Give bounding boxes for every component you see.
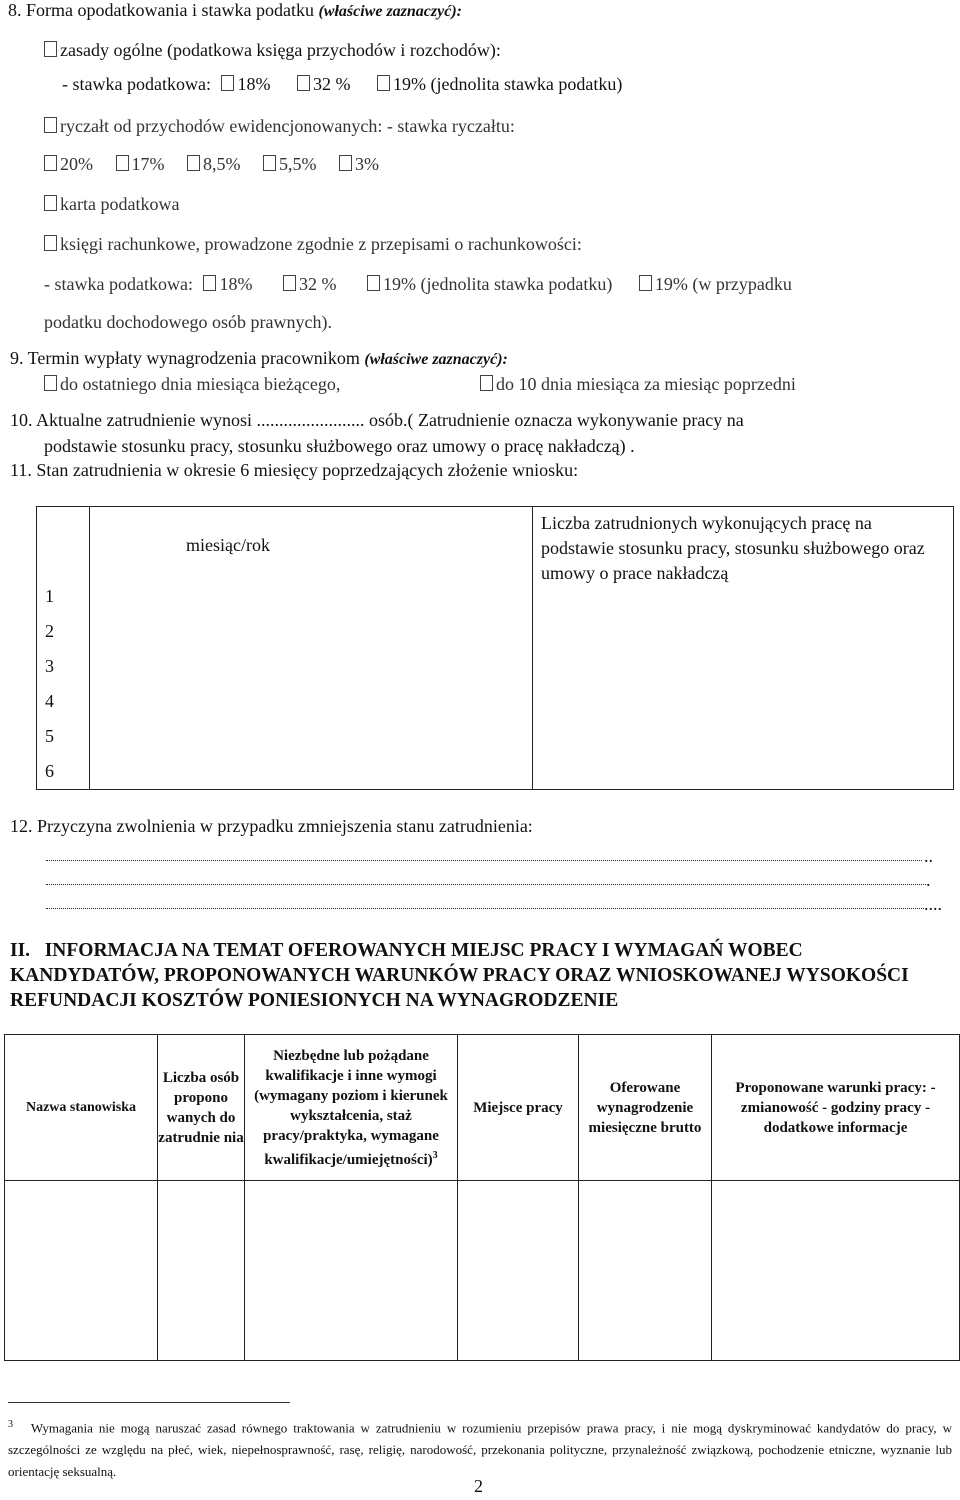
checkbox[interactable] — [480, 375, 493, 391]
checkbox[interactable] — [44, 117, 57, 133]
month-year-cell[interactable]: miesiąc/rok — [90, 507, 533, 790]
col-work-conditions: Proponowane warunki pracy: -zmianowość - godziny pracy - dodatkowe informacje — [712, 1035, 960, 1181]
cell-work-conditions[interactable] — [712, 1181, 960, 1361]
employment-table — [36, 506, 954, 790]
books-option[interactable]: księgi rachunkowe, prowadzone zgodnie z przepisami o rachunkowości: — [44, 234, 582, 255]
reason-line-2[interactable] — [46, 884, 926, 886]
checkbox[interactable] — [377, 75, 390, 91]
checkbox[interactable] — [339, 155, 352, 171]
checkbox[interactable] — [221, 75, 234, 91]
general-rules-option[interactable]: zasady ogólne (podatkowa księga przychodów i rozchodów): — [44, 40, 501, 61]
col-workplace: Miejsce pracy — [458, 1035, 579, 1181]
reason-line-1[interactable] — [46, 860, 922, 862]
reason-line-3[interactable] — [46, 908, 924, 910]
row-numbers: 1 2 3 4 5 6 — [37, 507, 90, 790]
tax-card-option[interactable]: karta podatkowa — [44, 194, 179, 215]
page-number: 2 — [474, 1476, 483, 1496]
col-number-of-people: Liczba osób propono wanych do zatrudnie nia — [158, 1035, 245, 1181]
footnote: $^3$ Wymagania nie mogą naruszać zasad równego traktowania w zatrudnieniu w rozumieniu przepisów prawa pracy, i nie mogą dyskryminować kandydatów do pracy, w szczególności ze względu na płeć, wiek, niepełnosprawność, rasę, religię, narodowość, przekonania polityczne, przynależność związkową, pochodzenie etniczne, wyznanie lub orientację seksualną. — [8, 1419, 952, 1480]
checkbox[interactable] — [203, 275, 216, 291]
employee-count-cell[interactable]: Liczba zatrudnionych wykonujących pracę na podstawie stosunku pracy, stosunku służbowego oraz umowy o prace nakładczą — [533, 507, 954, 790]
checkbox[interactable] — [367, 275, 380, 291]
cell-salary[interactable] — [579, 1181, 712, 1361]
checkbox[interactable] — [44, 195, 57, 211]
cell-workplace[interactable] — [458, 1181, 579, 1361]
lump-sum-rates: 20% 17% 8,5% 5,5% 3% — [44, 154, 379, 175]
books-rates-cont: podatku dochodowego osób prawnych). — [44, 312, 332, 332]
job-offer-table — [4, 1034, 960, 1361]
cell-qualifications[interactable] — [245, 1181, 458, 1361]
checkbox[interactable] — [263, 155, 276, 171]
general-rules-rates: - stawka podatkowa: 18% 32 % 19% (jednolita stawka podatku) — [62, 74, 623, 94]
checkbox[interactable] — [639, 275, 652, 291]
footnote-separator — [8, 1402, 290, 1403]
checkbox[interactable] — [297, 75, 310, 91]
section11-title: 11. Stan zatrudnienia w okresie 6 miesięcy poprzedzających złożenie wniosku: — [10, 460, 579, 480]
checkbox[interactable] — [44, 375, 57, 391]
section8-title: 8. Forma opodatkowania i stawka podatku (właściwe zaznaczyć): — [8, 0, 462, 20]
section8-title-note: (właściwe zaznaczyć): — [318, 3, 462, 20]
payday-previous-option[interactable]: do 10 dnia miesiąca za miesiąc poprzedni — [480, 374, 796, 395]
payday-current-option[interactable]: do ostatniego dnia miesiąca bieżącego, — [44, 374, 340, 395]
checkbox[interactable] — [44, 155, 57, 171]
cell-number-of-people[interactable] — [158, 1181, 245, 1361]
col-salary: Oferowane wynagrodzenie miesięczne brutto — [579, 1035, 712, 1181]
part2-heading: II. INFORMACJA NA TEMAT OFEROWANYCH MIEJSC PRACY I WYMAGAŃ WOBEC KANDYDATÓW, PROPONOWANYCH WARUNKÓW PRACY ORAZ WNIOSKOWANEJ WYSOKOŚCI REFUNDACJI KOSZTÓW PONIESIONYCH NA WYNAGRODZENIE — [10, 940, 909, 1011]
col-qualifications: Niezbędne lub pożądane kwalifikacje i inne wymogi (wymagany poziom i kierunek wykształcenia, staż pracy/praktyka, wymagane kwalifikacje/umiejętności)$^3$ — [245, 1035, 458, 1181]
col-position-name: Nazwa stanowiska — [5, 1035, 158, 1181]
section10-line2: podstawie stosunku pracy, stosunku służbowego oraz umowy o pracę nakładczą) . — [44, 436, 635, 456]
cell-position-name[interactable] — [5, 1181, 158, 1361]
lump-sum-option[interactable]: ryczałt od przychodów ewidencjonowanych: - stawka ryczałtu: — [44, 116, 515, 137]
checkbox[interactable] — [187, 155, 200, 171]
section10-line1: 10. Aktualne zatrudnienie wynosi ........................ osób.( Zatrudnienie oznacza wykonywanie pracy na — [10, 410, 744, 430]
checkbox[interactable] — [283, 275, 296, 291]
checkbox[interactable] — [116, 155, 129, 171]
section9-title: 9. Termin wypłaty wynagrodzenia pracownikom (właściwe zaznaczyć): — [10, 348, 508, 368]
section12-title: 12. Przyczyna zwolnienia w przypadku zmniejszenia stanu zatrudnienia: — [10, 816, 533, 836]
books-rates: - stawka podatkowa: 18% 32 % 19% (jednolita stawka podatku) 19% (w przypadku — [44, 274, 792, 294]
checkbox[interactable] — [44, 235, 57, 251]
checkbox[interactable] — [44, 41, 57, 57]
